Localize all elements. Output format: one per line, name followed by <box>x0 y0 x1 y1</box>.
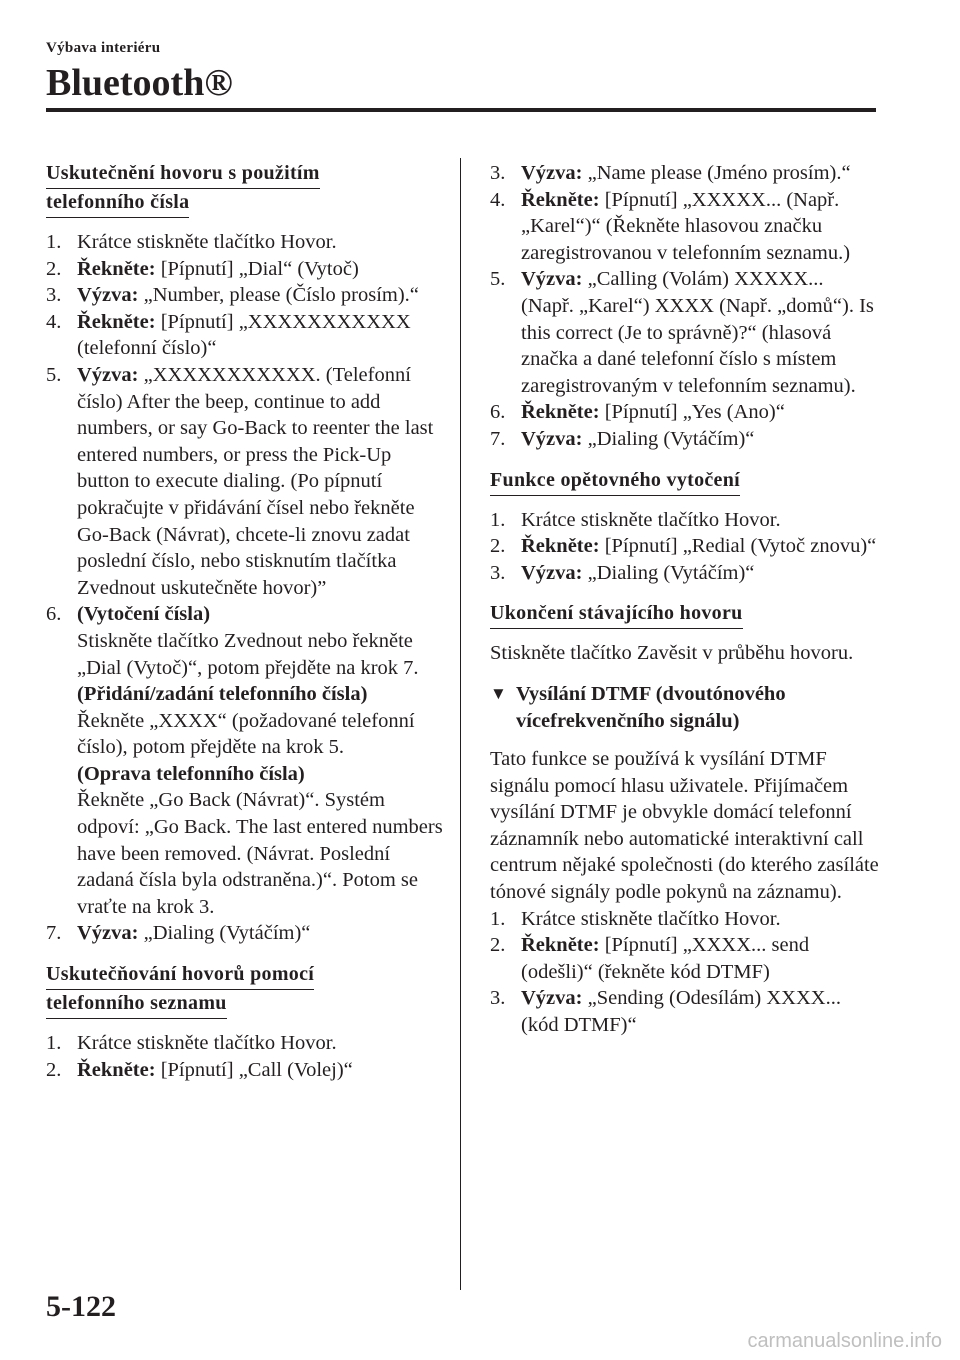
list-item: 1. Krátce stiskněte tlačítko Hovor. <box>490 508 781 531</box>
list-item: 3. Výzva: „Name please (Jméno prosím).“ <box>490 162 851 184</box>
header-rule <box>46 108 876 112</box>
list-item: 1. Krátce stiskněte tlačítko Hovor. <box>46 1032 337 1055</box>
page-title: Bluetooth® <box>46 62 233 104</box>
right-column <box>490 160 880 1039</box>
list-item: 5. Výzva: „Calling (Volám) XXXXX... (Např. „Karel“) XXXX (Např. „domů“). Is this correct (Je to správně)?“ (hlasová značka a dané telefonní číslo s místem zaregistrovaným v telefonním seznamu). <box>490 268 874 397</box>
subheading-phonebook: Uskutečňování hovorů pomocí telefonního seznamu <box>46 961 446 1019</box>
list-item: 7. Výzva: „Dialing (Vytáčím)“ <box>46 922 311 945</box>
list-item: 3. Výzva: „Number, please (Číslo prosím).“ <box>46 284 419 307</box>
column-divider <box>460 158 461 1290</box>
list-item: 2. Řekněte: [Pípnutí] „XXXX... send (odešli)“ (řekněte kód DTMF) <box>490 934 810 983</box>
page-header <box>46 40 876 105</box>
list-item: 4. Řekněte: [Pípnutí] „XXXXX... (Např. „Karel“)“ (Řekněte hlasovou značku zaregistrovanou v telefonním seznamu.) <box>490 188 851 264</box>
option-heading: (Přidání/zadání telefonního čísla) <box>77 683 368 706</box>
section-label: Výbava interiéru <box>46 40 161 56</box>
list-item: 3. Výzva: „Dialing (Vytáčím)“ <box>490 561 755 584</box>
list-item: 4. Řekněte: [Pípnutí] „XXXXXXXXXXX (telefonní číslo)“ <box>46 310 411 360</box>
page-number: 5-122 <box>46 1290 116 1323</box>
triangle-down-icon: ▼ <box>490 683 507 703</box>
option-heading: (Oprava telefonního čísla) <box>77 762 305 785</box>
list-item: 6. Řekněte: [Pípnutí] „Yes (Ano)“ <box>490 401 785 424</box>
list-item: 3. Výzva: „Sending (Odesílám) XXXX... (kód DTMF)“ <box>490 987 841 1037</box>
end-call-paragraph: Stiskněte tlačítko Zavěsit v průběhu hovoru. <box>490 642 854 665</box>
subheading-redial: Funkce opětovného vytočení <box>490 467 880 496</box>
list-item: 1. Krátce stiskněte tlačítko Hovor. <box>46 231 337 253</box>
option-heading: (Vytočení čísla) <box>77 603 211 626</box>
list-item: 7. Výzva: „Dialing (Vytáčím)“ <box>490 427 755 450</box>
left-column <box>46 160 446 1083</box>
watermark: carmanualsonline.info <box>747 1330 942 1352</box>
list-item: 2. Řekněte: [Pípnutí] „Call (Volej)“ <box>46 1058 353 1081</box>
dtmf-heading: ▼ Vysílání DTMF (dvoutónového vícefrekvenčního signálu) <box>490 681 880 734</box>
dtmf-paragraph: Tato funkce se používá k vysílání DTMF signálu pomocí hlasu uživatele. Přijímačem vysílání DTMF je obvykle domácí telefonní záznamník nebo automatické interaktivní call centrum nějaké společnosti (do kterého zasíláte tónové signály podle pokynů na záznamu). <box>490 748 879 904</box>
list-item: 1. Krátce stiskněte tlačítko Hovor. <box>490 907 781 930</box>
subheading-end-call: Ukončení stávajícího hovoru <box>490 600 880 629</box>
list-item: 5. Výzva: „XXXXXXXXXXX. (Telefonní číslo) After the beep, continue to add numbers, or say Go-Back to reenter the last entered numbers, or press the Pick-Up button to execute dialing. (Po pípnutí pokračujte v přidávání čísel nebo řekněte Go-Back (Návrat), chcete-li znovu zadat poslední číslo, nebo stisknutím tlačítka Zvednout uskutečněte hovor)” <box>46 363 434 599</box>
subheading-dial-number: Uskutečnění hovoru s použitím telefonního čísla <box>46 160 446 218</box>
list-item: 6. (Vytočení čísla) Stiskněte tlačítko Zvednout nebo řekněte „Dial (Vytoč)“, potom přejděte na krok 7. (Přidání/zadání telefonního čísla) Řekněte „XXXX“ (požadované telefonní číslo), potom přejděte na krok 5. (Oprava telefonního čísla) Řekněte „Go Back (Návrat)“. Systém odpoví: „Go Back. The last entered numbers have been removed. (Návrat. Poslední zadaná čísla byla odstraněna.)“. Potom se vraťte na krok 3. <box>46 603 443 918</box>
list-item: 2. Řekněte: [Pípnutí] „Redial (Vytoč znovu)“ <box>490 535 877 558</box>
list-item: 2. Řekněte: [Pípnutí] „Dial“ (Vytoč) <box>46 257 359 280</box>
